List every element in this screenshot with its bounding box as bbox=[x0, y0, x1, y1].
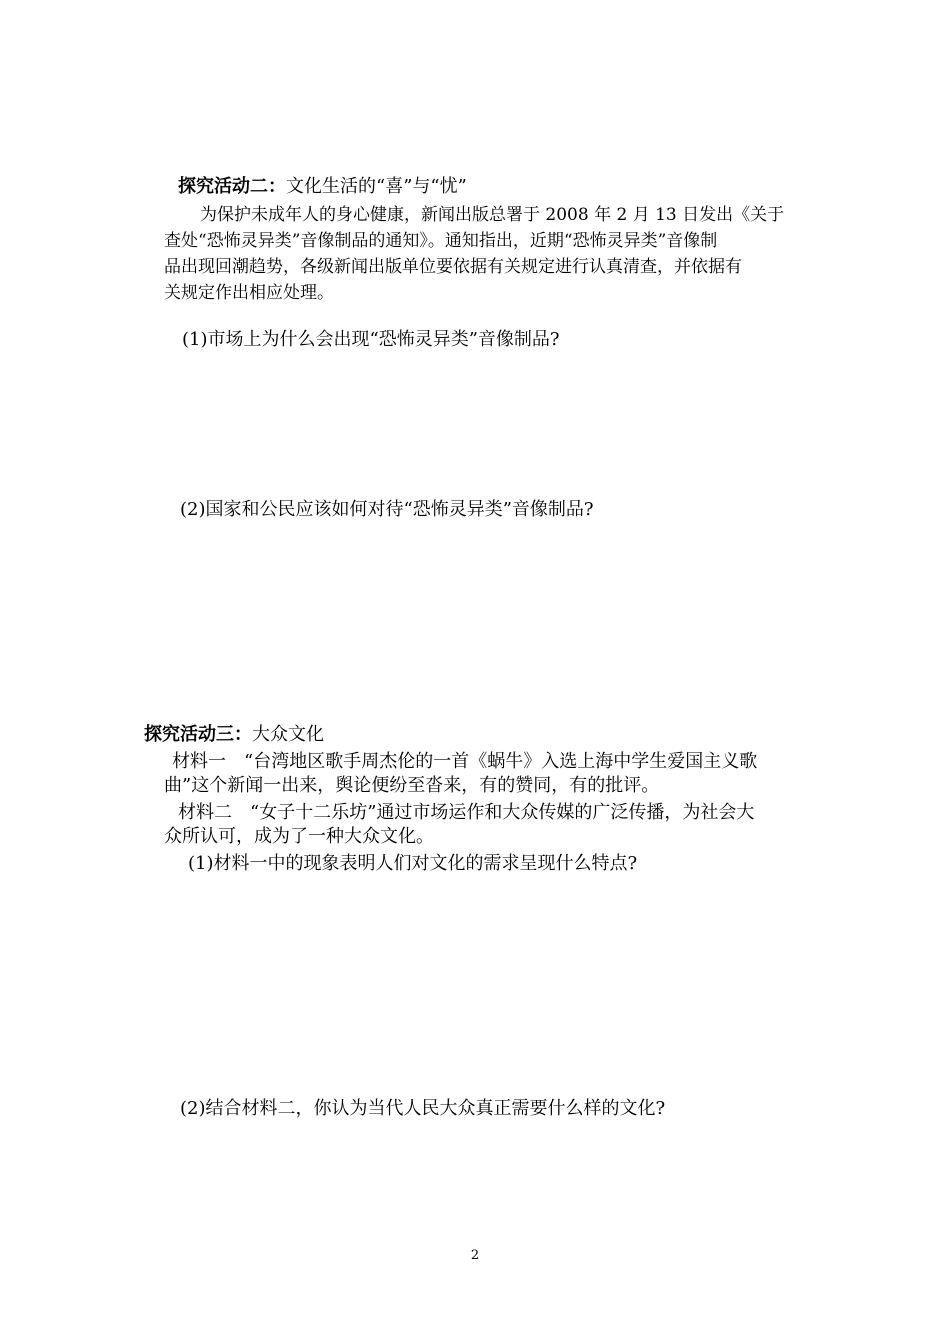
activity2-para-line-2: 查处“恐怖灵异类”音像制品的通知》。通知指出，近期“恐怖灵异类”音像制 bbox=[164, 231, 718, 251]
activity2-para-line-4: 关规定作出相应处理。 bbox=[164, 283, 334, 303]
activity2-question-2: (2)国家和公民应该如何对待“恐怖灵异类”音像制品? bbox=[180, 499, 594, 520]
activity3-question-1: (1)材料一中的现象表明人们对文化的需求呈现什么特点? bbox=[188, 853, 638, 874]
activity2-question-1: (1)市场上为什么会出现“恐怖灵异类”音像制品? bbox=[182, 329, 560, 350]
activity3-title-bold: 探究活动三： bbox=[144, 724, 252, 745]
activity3-question-2: (2)结合材料二，你认为当代人民大众真正需要什么样的文化? bbox=[180, 1098, 666, 1119]
activity3-title-rest: 大众文化 bbox=[252, 724, 324, 745]
activity2-para-line-1: 为保护未成年人的身心健康，新闻出版总署于 2008 年 2 月 13 日发出《关于 bbox=[200, 205, 785, 225]
activity2-title-bold: 探究活动二： bbox=[178, 176, 286, 197]
page-number: 2 bbox=[470, 1248, 480, 1263]
activity3-title bbox=[144, 723, 324, 747]
material2-line-2: 众所认可，成为了一种大众文化。 bbox=[164, 826, 434, 847]
material1-line-2: 曲”这个新闻一出来，舆论便纷至沓来，有的赞同，有的批评。 bbox=[164, 775, 660, 796]
material1-line-1: 材料一 “台湾地区歌手周杰伦的一首《蜗牛》入选上海中学生爱国主义歌 bbox=[172, 751, 758, 772]
activity2-title bbox=[178, 175, 467, 199]
material2-line-1: 材料二 “女子十二乐坊”通过市场运作和大众传媒的广泛传播，为社会大 bbox=[178, 802, 755, 823]
activity2-para-line-3: 品出现回潮趋势，各级新闻出版单位要依据有关规定进行认真清查，并依据有 bbox=[164, 257, 742, 277]
activity2-title-rest: 文化生活的“喜”与“忧” bbox=[286, 176, 467, 197]
